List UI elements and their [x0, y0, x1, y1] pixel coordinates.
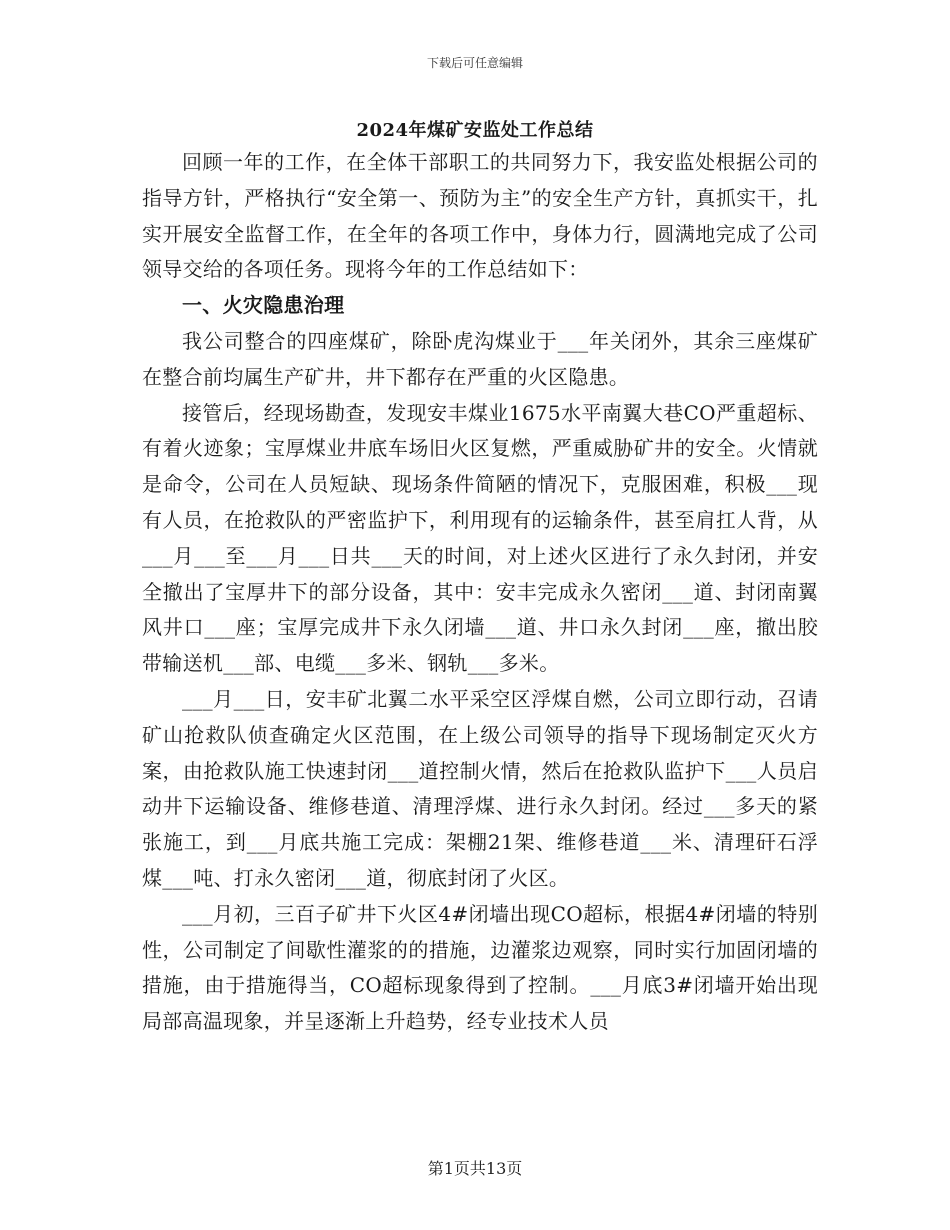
intro-paragraph: 回顾一年的工作，在全体干部职工的共同努力下，我安监处根据公司的指导方针，严格执行“安全第一、预防为主”的安全生产方针，真抓实干，扎实开展安全监督工作，在全年的各项工作中，身体力行，圆满地完成了公司领导交给的各项任务。现将今年的工作总结如下： — [142, 150, 818, 282]
document-title: 2024年煤矿安监处工作总结 — [356, 120, 594, 141]
page-number: 第1页共13页 — [427, 1159, 523, 1178]
body-paragraph: 我公司整合的四座煤矿，除卧虎沟煤业于___年关闭外，其余三座煤矿在整合前均属生产矿井，井下都存在严重的火区隐患。 — [142, 328, 818, 389]
download-note: 下载后可任意编辑 — [426, 56, 523, 70]
body-paragraph: ___月___日，安丰矿北翼二水平采空区浮煤自燃，公司立即行动，召请矿山抢救队侦查确定火区范围，在上级公司领导的指导下现场制定灭火方案，由抢救队施工快速封闭___道控制火情，然后在抢救队监护下___人员启动井下运输设备、维修巷道、清理浮煤、进行永久封闭。经过___多天的紧张施工，到___月底共施工完成：架棚21架、维修巷道___米、清理矸石浮煤___吨、打永久密闭___道，彻底封闭了火区。 — [142, 686, 818, 890]
body-paragraph: ___月初，三百子矿井下火区4#闭墙出现CO超标，根据4#闭墙的特别性，公司制定了间歇性灌浆的的措施，边灌浆边观察，同时实行加固闭墙的措施，由于措施得当，CO超标现象得到了控制。___月底3#闭墙开始出现局部高温现象，并呈逐渐上升趋势，经专业技术人员 — [142, 901, 818, 1034]
body-paragraph: 接管后，经现场勘查，发现安丰煤业1675水平南翼大巷CO严重超标、有着火迹象；宝厚煤业井底车场旧火区复燃，严重威胁矿井的安全。火情就是命令，公司在人员短缺、现场条件简陋的情况下，克服困难，积极___现有人员，在抢救队的严密监护下，利用现有的运输条件，甚至肩扛人背，从___月___至___月___日共___天的时间，对上述火区进行了永久封闭，并安全撤出了宝厚井下的部分设备，其中：安丰完成永久密闭___道、封闭南翼风井口___座；宝厚完成井下永久闭墙___道、井口永久封闭___座，撤出胶带输送机___部、电缆___多米、钢轨___多米。 — [142, 400, 818, 676]
section-heading: 一、火灾隐患治理 — [182, 293, 345, 318]
document-body — [142, 145, 818, 1040]
